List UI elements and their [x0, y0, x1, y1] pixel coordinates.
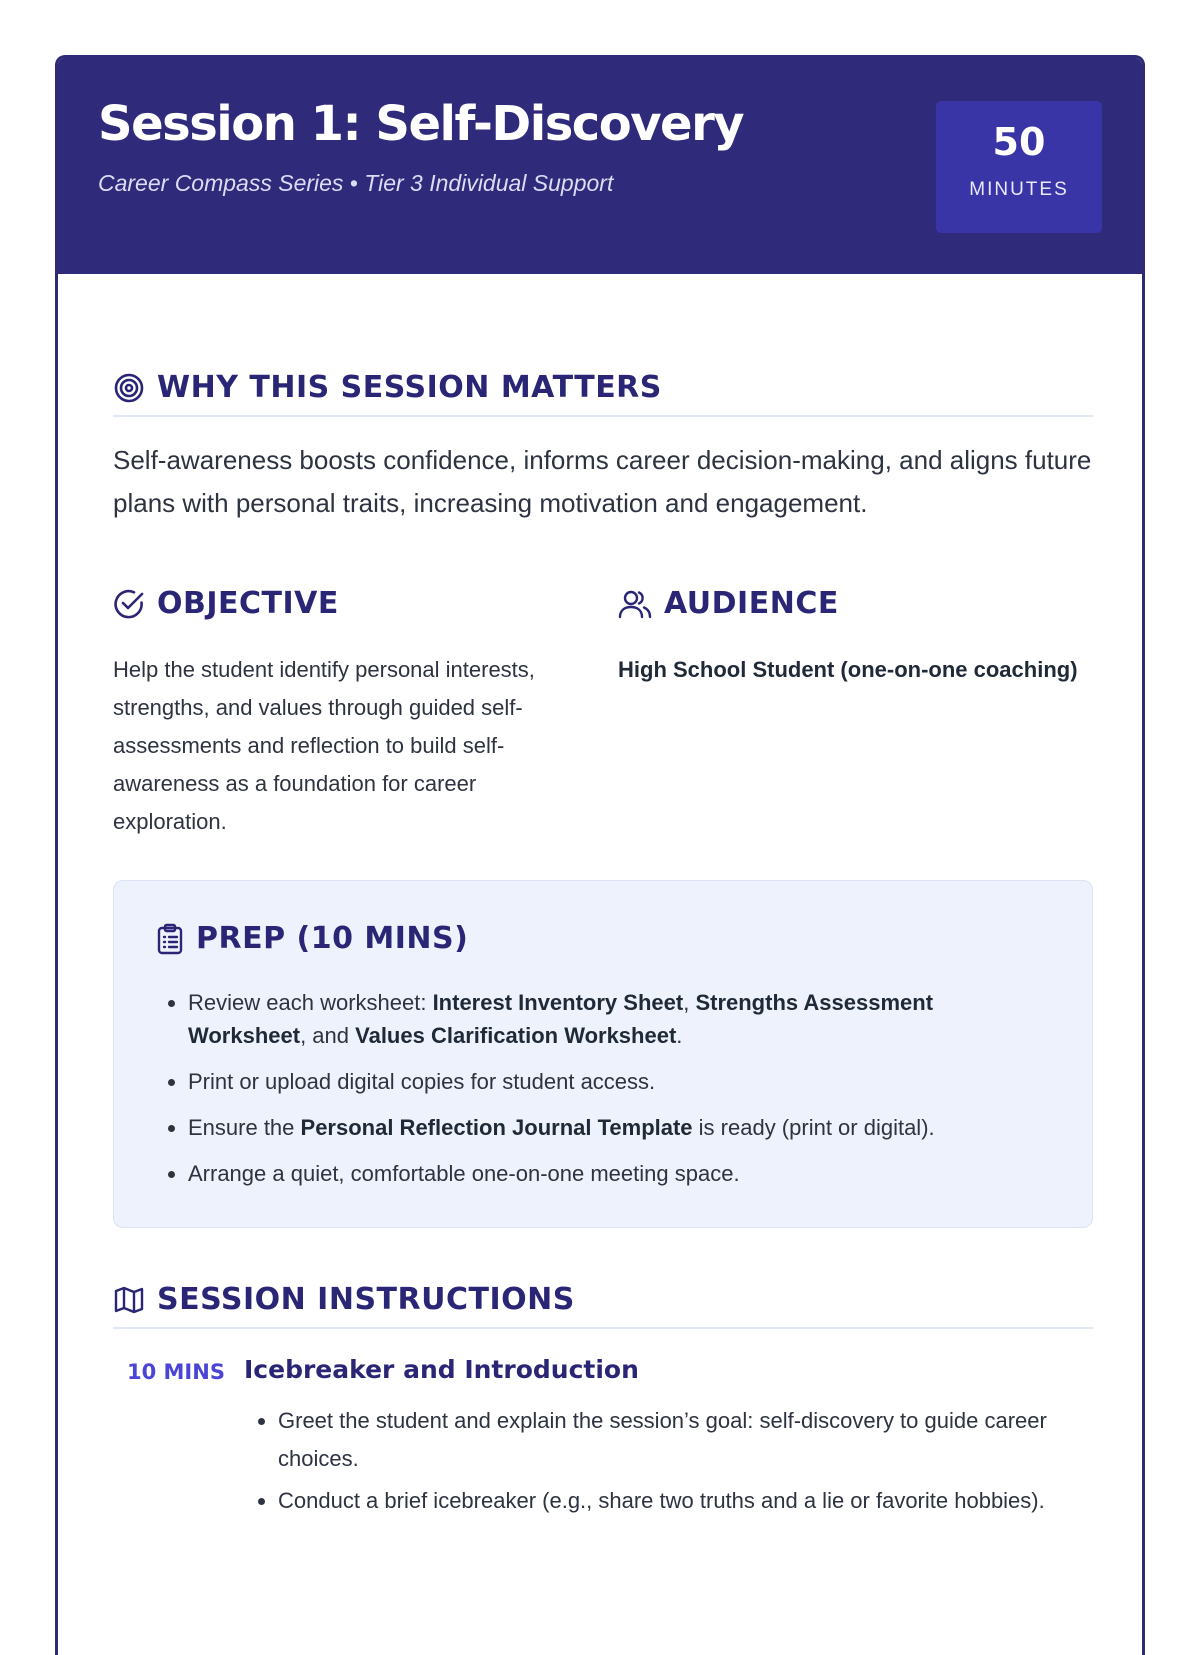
- prep-item-text: Ensure the: [188, 1115, 301, 1140]
- prep-item-text: Review each worksheet:: [188, 990, 433, 1015]
- clipboard-icon: [156, 923, 184, 955]
- instruction-step: [113, 1355, 1093, 1520]
- duration-badge: [936, 101, 1102, 233]
- worksheet-name: Interest Inventory Sheet: [432, 990, 684, 1015]
- instructions-section: [113, 1282, 1093, 1524]
- objective-text: Help the student identify personal interests, strengths, and values through guided self-assessments and reflection to build self-awareness as a foundation for career exploration.: [113, 657, 535, 834]
- worksheet-name: Strengths Assessment Worksheet: [188, 990, 934, 1048]
- duration-unit: MINUTES: [969, 179, 1069, 200]
- audience-heading: [618, 586, 1078, 621]
- why-section: [113, 370, 1093, 525]
- prep-heading: [156, 921, 1050, 956]
- prep-item-text: ,: [683, 990, 696, 1015]
- duration-value: 50: [992, 120, 1046, 164]
- step-bullet: • Greet the student and explain the session’s goal: self-discovery to guide career choices.: [278, 1402, 1093, 1478]
- page-title: Session 1: Self-Discovery: [98, 96, 744, 152]
- audience-text: High School Student (one-on-one coaching): [618, 657, 1078, 682]
- instructions-heading: [113, 1282, 1093, 1329]
- objective-heading: [113, 586, 573, 621]
- prep-item: • Arrange a quiet, comfortable one-on-one meeting space.: [188, 1157, 1050, 1190]
- why-heading: [113, 370, 1093, 417]
- objective-heading-text: OBJECTIVE: [157, 586, 339, 621]
- target-icon: [113, 372, 145, 404]
- session-header: [58, 58, 1142, 274]
- prep-item: [188, 986, 1050, 1052]
- prep-heading-text: PREP (10 MINS): [196, 921, 469, 956]
- audience-section: [618, 586, 1078, 689]
- prep-item-text: is ready (print or digital).: [692, 1115, 935, 1140]
- step-title: Icebreaker and Introduction: [244, 1355, 639, 1384]
- check-circle-icon: [113, 588, 145, 620]
- objective-section: [113, 586, 573, 841]
- prep-item: • Print or upload digital copies for student access.: [188, 1065, 1050, 1098]
- prep-box: [113, 880, 1093, 1228]
- map-icon: [113, 1284, 145, 1316]
- template-name: Personal Reflection Journal Template: [300, 1115, 693, 1140]
- audience-heading-text: AUDIENCE: [664, 586, 839, 621]
- prep-item-text: .: [676, 1023, 683, 1048]
- step-bullets: [244, 1402, 1093, 1520]
- prep-item: [188, 1111, 1050, 1144]
- why-heading-text: WHY THIS SESSION MATTERS: [157, 370, 662, 405]
- session-card: [55, 55, 1145, 1655]
- prep-item-text: , and: [300, 1023, 356, 1048]
- step-duration: 10 MINS: [127, 1360, 225, 1384]
- series-subtitle: Career Compass Series • Tier 3 Individual Support: [98, 170, 614, 196]
- users-icon: [618, 588, 652, 620]
- why-text: Self-awareness boosts confidence, informs career decision-making, and aligns future plans with personal traits, increasing motivation and engagement.: [113, 445, 1092, 518]
- worksheet-name: Values Clarification Worksheet: [355, 1023, 677, 1048]
- step-bullet: • Conduct a brief icebreaker (e.g., share two truths and a lie or favorite hobbies).: [278, 1482, 1093, 1520]
- instructions-heading-text: SESSION INSTRUCTIONS: [157, 1282, 575, 1317]
- prep-list: [156, 986, 1050, 1190]
